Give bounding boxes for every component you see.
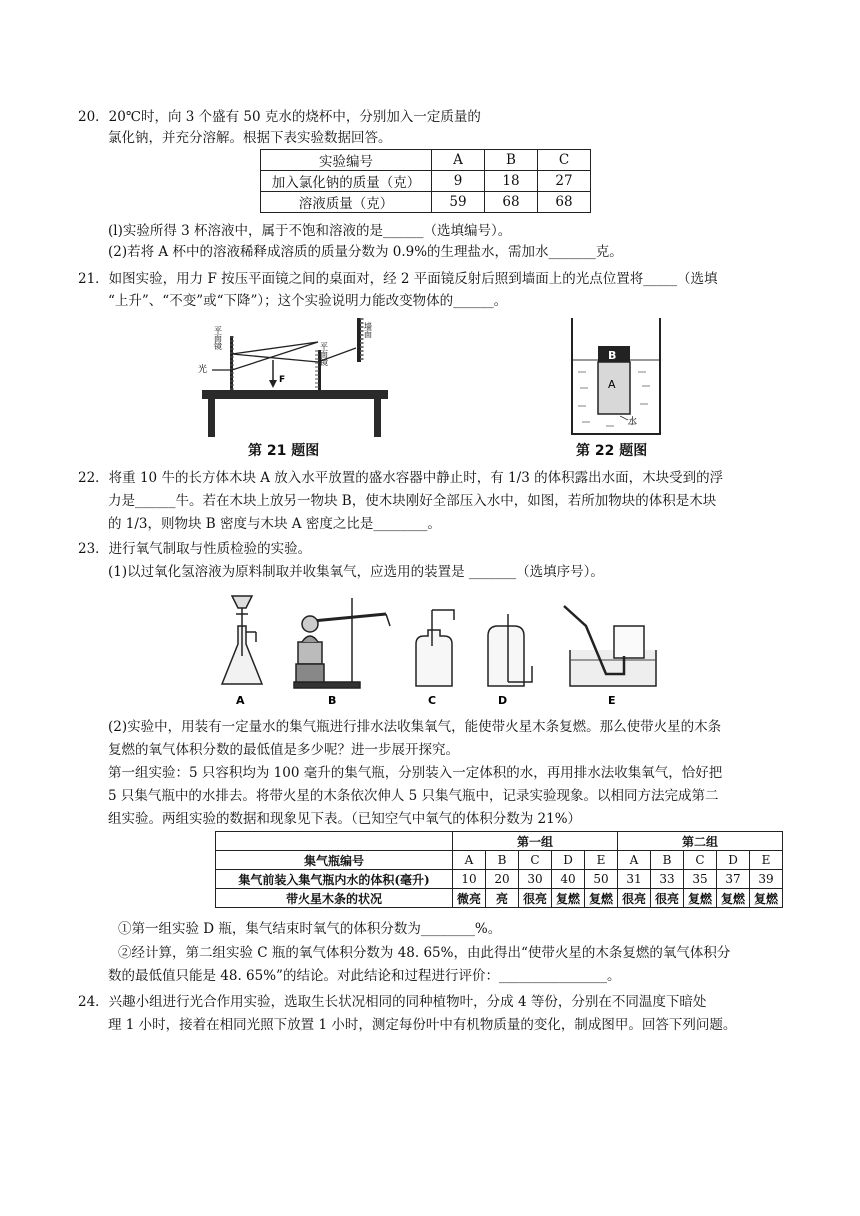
table-cell: 溶液质量（克） xyxy=(261,192,432,213)
q23-p3: 组实验。两组实验的数据和现象见下表。（已知空气中氧气的体积分数为 21%） xyxy=(108,811,582,827)
q22-stem-line2: 力是______牛。若在木块上放另一物块 B，使木块刚好全部压入水中，如图，若所加物块的体积是木块 xyxy=(108,493,717,509)
table-cell: D xyxy=(717,851,750,870)
q24-stem-line1: 24．兴趣小组进行光合作用实验，选取生长状况相同的同种植物叶，分成 4 等份，分别在不同温度下暗处 xyxy=(78,994,707,1010)
apparatus-a-label: A xyxy=(236,694,245,707)
water-label: 水 xyxy=(628,417,638,427)
table-row xyxy=(216,870,783,889)
table-cell: 39 xyxy=(750,870,783,889)
table-cell: A xyxy=(432,150,485,171)
block-a-label: A xyxy=(608,378,616,391)
table-row xyxy=(261,192,591,213)
q23-p2: 5 只集气瓶中的水排去。将带火星的木条依次伸人 5 只集气瓶中，记录实验现象。以相同方法完成第二 xyxy=(108,788,719,804)
table-cell: 33 xyxy=(651,870,684,889)
block-b-label: B xyxy=(608,349,617,362)
table-cell: 复燃 xyxy=(750,889,783,908)
table-cell: 复燃 xyxy=(552,889,585,908)
table-leg-left xyxy=(208,399,215,437)
apparatus-d xyxy=(488,614,532,686)
apparatus-e xyxy=(564,606,656,686)
table-cell: 37 xyxy=(717,870,750,889)
apparatus-d-label: D xyxy=(498,694,508,707)
q24-stem-line2: 理 1 小时，接着在相同光照下放置 1 小时，测定每份叶中有机物质量的变化，制成图甲。回答下列问题。 xyxy=(108,1017,737,1033)
q23-sub2-line1: (2)实验中，用装有一定量水的集气瓶进行排水法收集氧气，能使带火星木条复燃。那么使带火星的木条 xyxy=(108,719,722,735)
table-cell: 59 xyxy=(432,192,485,213)
q21-stem-line1: 21．如图实验，用力 F 按压平面镜之间的桌面对，经 2 平面镜反射后照到墙面上的光点位置将_____（选填 xyxy=(78,271,718,287)
apparatus-a xyxy=(222,596,262,684)
table-cell: 68 xyxy=(485,192,538,213)
table-cell: 31 xyxy=(618,870,651,889)
q20-data-table xyxy=(260,149,591,213)
q21-stem-line2: “上升”、“不变”或“下降”）；这个实验说明力能改变物体的______。 xyxy=(108,293,508,309)
force-label: F xyxy=(279,375,286,385)
mirror2-label: 平面镜 xyxy=(319,342,329,366)
table-cell: 复燃 xyxy=(717,889,750,908)
q22-stem-line3: 的 1/3，则物块 B 密度与木块 A 密度之比是________。 xyxy=(108,516,441,532)
q22-figure xyxy=(566,316,666,438)
table-cell: 带火星木条的状况 xyxy=(216,889,453,908)
table-row xyxy=(261,150,591,171)
apparatus-c xyxy=(416,610,454,686)
table-cell: 27 xyxy=(538,171,591,192)
apparatus-c-label: C xyxy=(428,694,437,707)
table-cell: 亮 xyxy=(486,889,519,908)
table-cell: 微亮 xyxy=(453,889,486,908)
light-label: 光 xyxy=(198,365,208,375)
apparatus-b xyxy=(294,598,390,688)
table-cell: B xyxy=(486,851,519,870)
table-cell: 35 xyxy=(684,870,717,889)
q20-sub1: (l)实验所得 3 杯溶液中，属于不饱和溶液的是______（选填编号）。 xyxy=(108,223,512,239)
table-row xyxy=(216,832,783,851)
q23-c2-line1: ②经计算，第二组实验 C 瓶的氧气体积分数为 48. 65%，由此得出“使带火星的木条复燃的氧气体积分 xyxy=(118,945,731,961)
apparatus-e-label: E xyxy=(608,694,616,707)
table-cell: E xyxy=(585,851,618,870)
q20-sub2: (2)若将 A 杯中的溶液稀释成溶质的质量分数为 0.9%的生理盐水，需加水_______克。 xyxy=(108,244,623,260)
table-cell: 10 xyxy=(453,870,486,889)
table-cell: 20 xyxy=(486,870,519,889)
q23-c1: ①第一组实验 D 瓶，集气结束时氧气的体积分数为________%。 xyxy=(118,921,502,937)
table-cell: 复燃 xyxy=(585,889,618,908)
wall-label: 墙面 xyxy=(363,322,373,338)
q21-figure xyxy=(196,312,392,438)
table-cell: 18 xyxy=(485,171,538,192)
table-cell: B xyxy=(485,150,538,171)
table-row xyxy=(261,171,591,192)
table-cell: 实验编号 xyxy=(261,150,432,171)
table-cell: C xyxy=(684,851,717,870)
table-cell: 集气前装入集气瓶内水的体积(毫升) xyxy=(216,870,453,889)
q20-stem-line1: 20．20℃时，向 3 个盛有 50 克水的烧杯中，分别加入一定质量的 xyxy=(78,109,481,125)
q23-apparatus-figure xyxy=(210,586,666,710)
table-top xyxy=(202,390,388,399)
q23-data-table xyxy=(215,831,783,908)
table-cell: 很亮 xyxy=(651,889,684,908)
table-cell: 第一组 xyxy=(453,832,618,851)
q23-p1: 第一组实验：5 只容积均为 100 毫升的集气瓶，分别装入一定体积的水，再用排水法收集氧气，恰好把 xyxy=(108,765,723,781)
q23-sub1: (1)以过氧化氢溶液为原料制取并收集氧气，应选用的装置是 _______（选填序号）。 xyxy=(108,564,604,580)
table-cell: 9 xyxy=(432,171,485,192)
q22-stem-line1: 22．将重 10 牛的长方体木块 A 放入水平放置的盛水容器中静止时，有 1/3 的体积露出水面，木块受到的浮 xyxy=(78,470,724,486)
table-cell: 加入氯化钠的质量（克） xyxy=(261,171,432,192)
table-cell: 68 xyxy=(538,192,591,213)
table-row xyxy=(216,889,783,908)
table-cell: D xyxy=(552,851,585,870)
table-cell: E xyxy=(750,851,783,870)
table-cell: A xyxy=(618,851,651,870)
table-cell: 复燃 xyxy=(684,889,717,908)
q23-c2-line2: 数的最低值只能是 48. 65%”的结论。对此结论和过程进行评价：________________。 xyxy=(108,968,621,984)
q21-caption: 第 21 题图 xyxy=(248,443,320,459)
mirror1-label: 平面镜 xyxy=(213,326,223,350)
table-cell xyxy=(216,832,453,851)
table-cell: B xyxy=(651,851,684,870)
table-cell: C xyxy=(538,150,591,171)
table-cell: 第二组 xyxy=(618,832,783,851)
table-cell: C xyxy=(519,851,552,870)
apparatus-b-label: B xyxy=(328,694,337,707)
q23-stem: 23．进行氧气制取与性质检验的实验。 xyxy=(78,541,312,557)
table-cell: 40 xyxy=(552,870,585,889)
table-row xyxy=(216,851,783,870)
table-cell: A xyxy=(453,851,486,870)
wall xyxy=(357,318,361,362)
table-cell: 30 xyxy=(519,870,552,889)
q20-stem-line2: 氯化钠，并充分溶解。根据下表实验数据回答。 xyxy=(108,130,392,146)
table-cell: 很亮 xyxy=(519,889,552,908)
q23-sub2-line2: 复燃的氧气体积分数的最低值是多少呢？进一步展开探究。 xyxy=(108,742,459,758)
table-cell: 50 xyxy=(585,870,618,889)
q22-caption: 第 22 题图 xyxy=(576,443,648,459)
table-leg-right xyxy=(374,399,381,437)
table-cell: 集气瓶编号 xyxy=(216,851,453,870)
table-cell: 很亮 xyxy=(618,889,651,908)
